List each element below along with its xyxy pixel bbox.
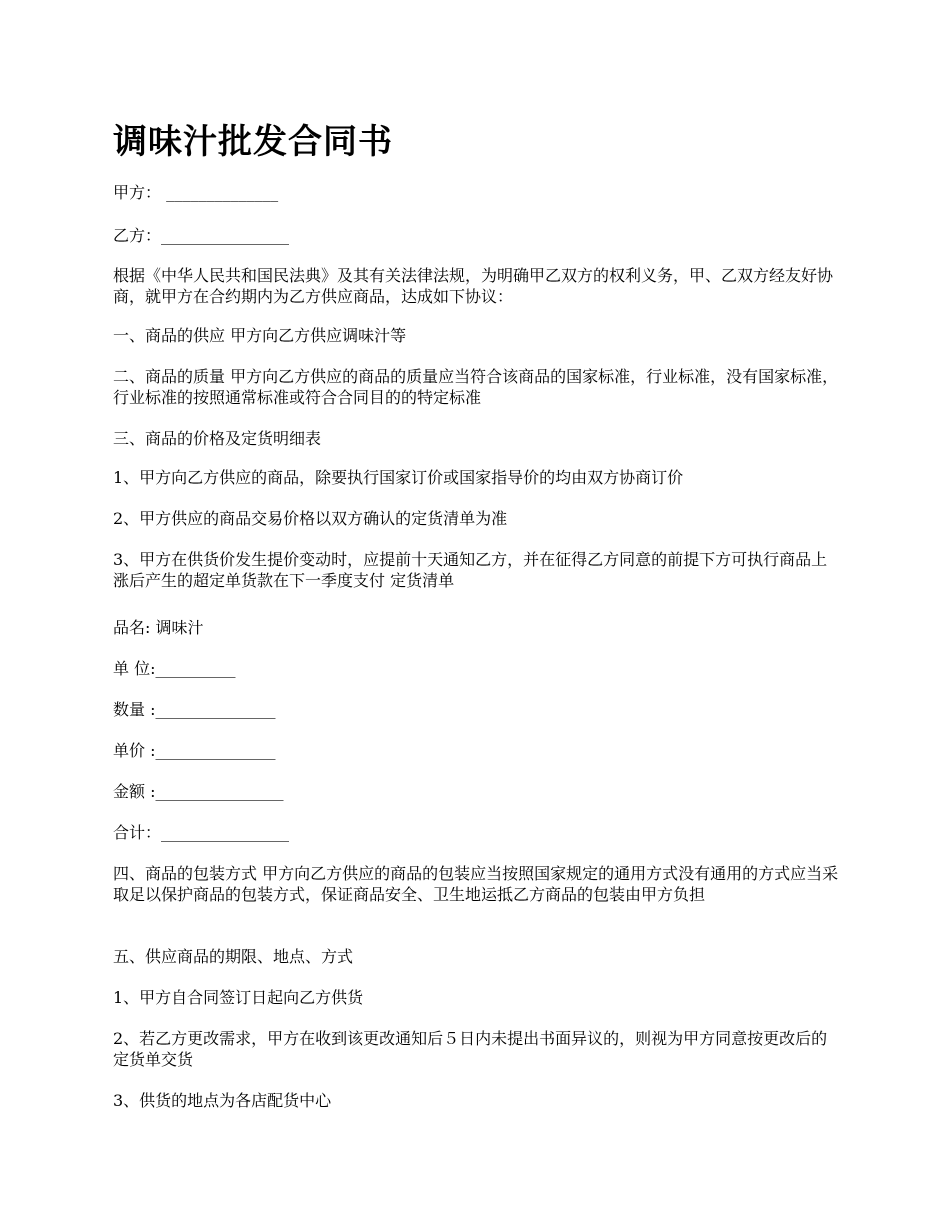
clause-3-2: 2、甲方供应的商品交易价格以双方确认的定货清单为准 xyxy=(113,509,508,528)
clause-5-1: 1、甲方自合同签订日起向乙方供货 xyxy=(113,988,364,1007)
clause-5-2: 2、若乙方更改需求，甲方在收到该更改通知后５日内未提出书面异议的，则视为甲方同意按更改后的定货单交货 xyxy=(113,1029,828,1069)
quantity-line: 数量 :_______________ xyxy=(113,700,276,719)
unit-price-line: 单价 :_______________ xyxy=(113,741,276,760)
item-name-line: 品名: 调味汁 xyxy=(113,618,204,637)
amount-line: 金额 :________________ xyxy=(113,782,284,801)
section-2-quality: 二、商品的质量 甲方向乙方供应的商品的质量应当符合该商品的国家标准，行业标准，没有国家标准，行业标准的按照通常标准或符合合同目的的特定标准 xyxy=(113,367,839,407)
section-1-supply: 一、商品的供应 甲方向乙方供应调味汁等 xyxy=(113,326,407,345)
total-line: 合计：________________ xyxy=(113,823,290,842)
section-3-price: 三、商品的价格及定货明细表 xyxy=(113,429,322,448)
document-title: 调味汁批发合同书 xyxy=(113,122,393,162)
section-5-delivery: 五、供应商品的期限、地点、方式 xyxy=(113,947,354,966)
clause-3-3: 3、甲方在供货价发生提价变动时，应提前十天通知乙方，并在征得乙方同意的前提下方可执行商品上涨后产生的超定单货款在下一季度支付 定货清单 xyxy=(113,550,828,590)
party-a-line: 甲方： ______________ xyxy=(113,183,279,202)
party-b-line: 乙方：________________ xyxy=(113,226,290,245)
intro-paragraph: 根据《中华人民共和国民法典》及其有关法律法规，为明确甲乙双方的权利义务，甲、乙双方经友好协商，就甲方在合约期内为乙方供应商品，达成如下协议： xyxy=(113,266,834,306)
unit-line: 单 位:__________ xyxy=(113,659,236,678)
clause-5-3: 3、供货的地点为各店配货中心 xyxy=(113,1091,332,1110)
section-4-packaging: 四、商品的包装方式 甲方向乙方供应的商品的包装应当按照国家规定的通用方式没有通用的方式应当采取足以保护商品的包装方式，保证商品安全、卫生地运抵乙方商品的包装由甲方负担 xyxy=(113,864,839,904)
clause-3-1: 1、甲方向乙方供应的商品，除要执行国家订价或国家指导价的均由双方协商订价 xyxy=(113,468,684,487)
